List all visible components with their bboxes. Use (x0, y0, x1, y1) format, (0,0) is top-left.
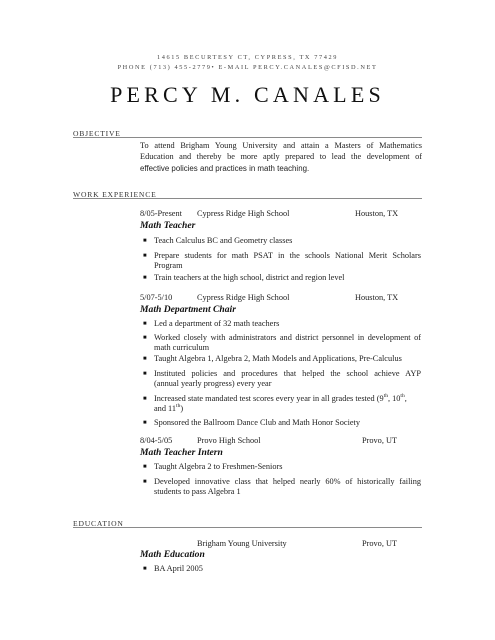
section-divider (73, 527, 422, 528)
section-heading-work-experience: WORK EXPERIENCE (73, 190, 157, 199)
job-bullet-text: Developed innovative class that helped nearly 60% of historically failing (154, 477, 421, 486)
objective-line: Education and thereby be more aptly prepared to lead the development of (140, 152, 422, 161)
section-divider (73, 137, 422, 138)
bullet-icon: ■ (143, 396, 147, 402)
bullet-icon: ■ (143, 566, 147, 572)
resume-name: PERCY M. CANALES (110, 82, 385, 107)
objective-line: To attend Brigham Young University and attain a Masters of Mathematics (140, 141, 422, 150)
job-title: Math Department Chair (140, 304, 236, 315)
job-title: Math Teacher Intern (140, 447, 223, 458)
job-bullet-text: Instituted policies and procedures that helped the school achieve AYP (154, 369, 421, 378)
section-heading-objective: OBJECTIVE (73, 129, 121, 138)
education-location: Provo, UT (362, 539, 398, 548)
bullet-icon: ■ (143, 356, 147, 362)
education-degree: BA April 2005 (154, 564, 203, 573)
bullet-icon: ■ (143, 238, 147, 244)
job-dates: 5/07-5/10 (140, 293, 173, 302)
education-school: Brigham Young University (197, 539, 287, 548)
bullet-icon: ■ (143, 371, 147, 377)
job-bullet-text: Sponsored the Ballroom Dance Club and Math Honor Society (154, 418, 361, 427)
education-field: Math Education (140, 549, 205, 560)
job-bullet-text: Program (154, 261, 183, 270)
job-bullet-text: Taught Algebra 1, Algebra 2, Math Models and Applications, Pre-Calculus (154, 354, 402, 363)
bullet-icon: ■ (143, 275, 147, 281)
job-bullet-text: Teach Calculus BC and Geometry classes (154, 236, 293, 245)
job-bullet-text: Increased state mandated test scores every year in all grades tested (9th, 10th, (154, 393, 407, 403)
bullet-icon: ■ (143, 464, 147, 470)
job-bullet-text: Prepare students for math PSAT in the schools National Merit Scholars (154, 251, 421, 260)
job-bullet-text: and 11th) (154, 403, 184, 413)
job-bullet-text: math curriculum (154, 343, 210, 352)
section-heading-education: EDUCATION (73, 519, 124, 528)
job-title: Math Teacher (140, 220, 196, 231)
bullet-icon: ■ (143, 253, 147, 259)
bullet-icon: ■ (143, 420, 147, 426)
job-bullet-text: (annual yearly progress) every year (154, 379, 272, 388)
job-dates: 8/04-5/05 (140, 436, 173, 445)
job-bullet-text: Taught Algebra 2 to Freshmen-Seniors (154, 462, 283, 471)
job-bullet-text: Train teachers at the high school, district and region level (154, 273, 345, 282)
bullet-icon: ■ (143, 321, 147, 327)
job-employer: Cypress Ridge High School (197, 209, 290, 218)
job-dates: 8/05-Present (140, 209, 182, 218)
job-bullet-text: students to pass Algebra 1 (154, 487, 241, 496)
objective-line: effective policies and practices in math teaching. (140, 164, 310, 173)
section-divider (73, 198, 422, 199)
job-location: Provo, UT (362, 436, 398, 445)
bullet-icon: ■ (143, 479, 147, 485)
job-employer: Cypress Ridge High School (197, 293, 290, 302)
job-location: Houston, TX (355, 209, 399, 218)
job-employer: Provo High School (197, 436, 261, 445)
job-bullet-text: Led a department of 32 math teachers (154, 319, 280, 328)
job-location: Houston, TX (355, 293, 399, 302)
address-line: 14615 BECURTESY CT, CYPRESS, TX 77429 (157, 54, 338, 61)
bullet-icon: ■ (143, 335, 147, 341)
job-bullet-text: Worked closely with administrators and district personnel in development of (154, 333, 421, 342)
contact-line: PHONE (713) 455-2779• E-MAIL PERCY.CANALES@CFISD.NET (117, 64, 378, 71)
